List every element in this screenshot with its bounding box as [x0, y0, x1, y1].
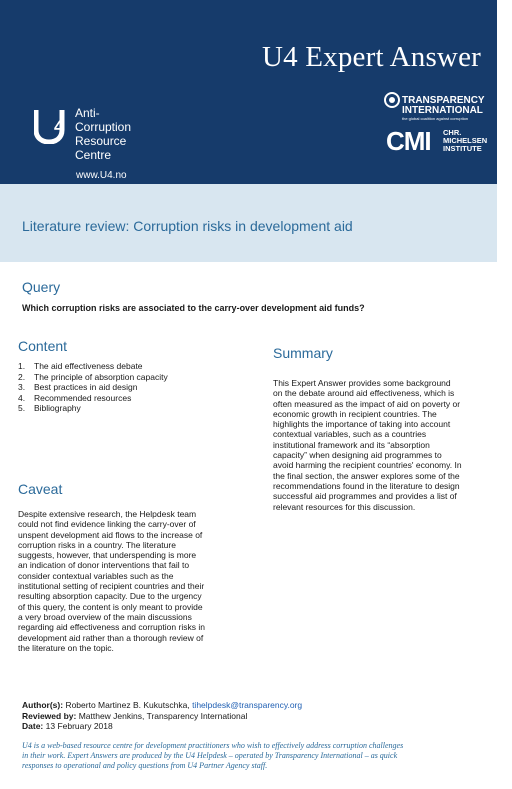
caveat-line: could not find evidence linking the carry-over of [18, 519, 196, 530]
u4-website: www.U4.no [76, 170, 127, 181]
content-item-label: The aid effectiveness debate [34, 361, 143, 371]
caveat-line: resulting absorption capacity. Due to the urgency [18, 591, 202, 602]
u4-line: Corruption [75, 120, 132, 134]
ti-tagline: the global coalition against corruption [402, 116, 469, 121]
svg-text:4: 4 [54, 117, 64, 136]
caveat-line: regarding aid effectiveness and corruption risks in [18, 622, 205, 633]
date-line [22, 721, 492, 732]
query-heading: Query [22, 279, 61, 295]
ti-line: TRANSPARENCY [402, 95, 485, 106]
ti-logo-text [402, 96, 485, 116]
summary-line: contextual variables, such as a countries [273, 429, 427, 440]
caveat-heading: Caveat [18, 481, 63, 497]
footer-meta [22, 700, 492, 732]
transparency-international-icon [384, 92, 400, 108]
disclaimer-line: responses to operational and policy questions from U4 Partner Agency staff. [22, 761, 268, 771]
content-heading: Content [18, 338, 68, 354]
summary-line: economic growth in recipient countries. The [273, 408, 437, 419]
caveat-line: an indication of donor interventions that fail to [18, 560, 190, 571]
cmi-logo-text [443, 129, 487, 153]
cmi-line: MICHELSEN [443, 136, 488, 145]
caveat-line: Despite extensive research, the Helpdesk team [18, 509, 197, 519]
disclaimer-text [22, 741, 498, 772]
content-item[interactable] [18, 403, 168, 414]
caveat-line: consider contextual variables such as the [18, 570, 174, 581]
cmi-line: CHR. [443, 128, 462, 137]
summary-line: on the debate around aid effectiveness, which is [273, 388, 455, 399]
content-item-number: 1. [18, 361, 26, 371]
summary-line: avoid harming the recipient countries' economy. In [273, 460, 462, 471]
caveat-line: institutional setting of recipient countries and their [18, 581, 205, 592]
reviewed-value: Matthew Jenkins, Transparency International [76, 710, 248, 721]
caveat-line: the literature on the topic. [18, 642, 114, 653]
content-item[interactable] [18, 393, 168, 404]
u4-line: Resource [75, 134, 127, 148]
caveat-line: development aid rather than a thorough review of [18, 632, 204, 643]
caveat-text [18, 509, 263, 653]
u4-logo-icon [34, 108, 74, 144]
summary-line: capacity” when designing aid programmes to [273, 450, 442, 461]
summary-line: often measured as the impact of aid on poverty or [273, 398, 461, 409]
summary-line: This Expert Answer provides some background [273, 378, 451, 388]
content-item-number: 5. [18, 403, 26, 414]
document-subtitle: Literature review: Corruption risks in development aid [22, 218, 353, 234]
u4-line: Centre [75, 148, 112, 162]
header-band [0, 0, 497, 184]
caveat-line: of this query, the content is only meant to provide [18, 601, 203, 612]
summary-line: recommendations found in the literature to design [273, 480, 460, 491]
u4-logo-text [75, 106, 131, 162]
disclaimer-line: U4 is a web-based resource centre for development practitioners who wish to effectively address corruption challenges [22, 741, 404, 750]
date-value: 13 February 2018 [43, 721, 113, 731]
content-item-label: Bibliography [34, 403, 81, 414]
summary-line: relevant resources for this discussion. [273, 501, 416, 512]
content-item-number: 2. [18, 371, 26, 382]
reviewed-line [22, 711, 492, 722]
date-label: Date: [22, 721, 44, 731]
cmi-logo: CMI [386, 126, 431, 156]
summary-line: highlights the importance of taking into account [273, 419, 451, 430]
content-item-label: Best practices in aid design [34, 382, 138, 393]
u4-line: Anti- [75, 106, 100, 120]
disclaimer-line: in their work. Expert Answers are produced by the U4 Helpdesk – operated by Transparency International – as quick [22, 751, 398, 761]
content-item[interactable] [18, 361, 168, 372]
authors-email-link[interactable]: tihelpdesk@transparency.org [192, 700, 303, 710]
content-item-number: 3. [18, 382, 26, 393]
content-item-label: Recommended resources [34, 392, 132, 403]
content-list [18, 361, 168, 414]
content-item-label: The principle of absorption capacity [34, 371, 168, 382]
authors-label: Author(s): [22, 700, 64, 710]
cmi-line: INSTITUTE [443, 144, 482, 153]
summary-line: successful aid programmes and provides a list of [273, 491, 457, 502]
query-question: Which corruption risks are associated to the carry-over development aid funds? [22, 303, 365, 313]
ti-line: INTERNATIONAL [402, 105, 483, 116]
caveat-line: suggests, however, that underspending is more [18, 550, 197, 561]
content-item[interactable] [18, 382, 168, 393]
caveat-line: unspent development aid flows to the increase of [18, 529, 203, 540]
summary-line: the final section, the answer explores some of the [273, 470, 460, 481]
summary-text [273, 378, 503, 512]
authors-line [22, 700, 492, 711]
content-item-number: 4. [18, 392, 26, 403]
reviewed-label: Reviewed by: [22, 710, 77, 721]
content-item[interactable] [18, 372, 168, 383]
authors-value: Roberto Martinez B. Kukutschka, [63, 700, 193, 710]
caveat-line: corruption risks in a country. The literature [18, 539, 176, 550]
summary-heading: Summary [273, 345, 333, 361]
page-title: U4 Expert Answer [261, 41, 481, 73]
caveat-line: a very broad overview of the main discussions [18, 611, 192, 622]
summary-line: institutional framework and its “absorption [273, 439, 430, 450]
